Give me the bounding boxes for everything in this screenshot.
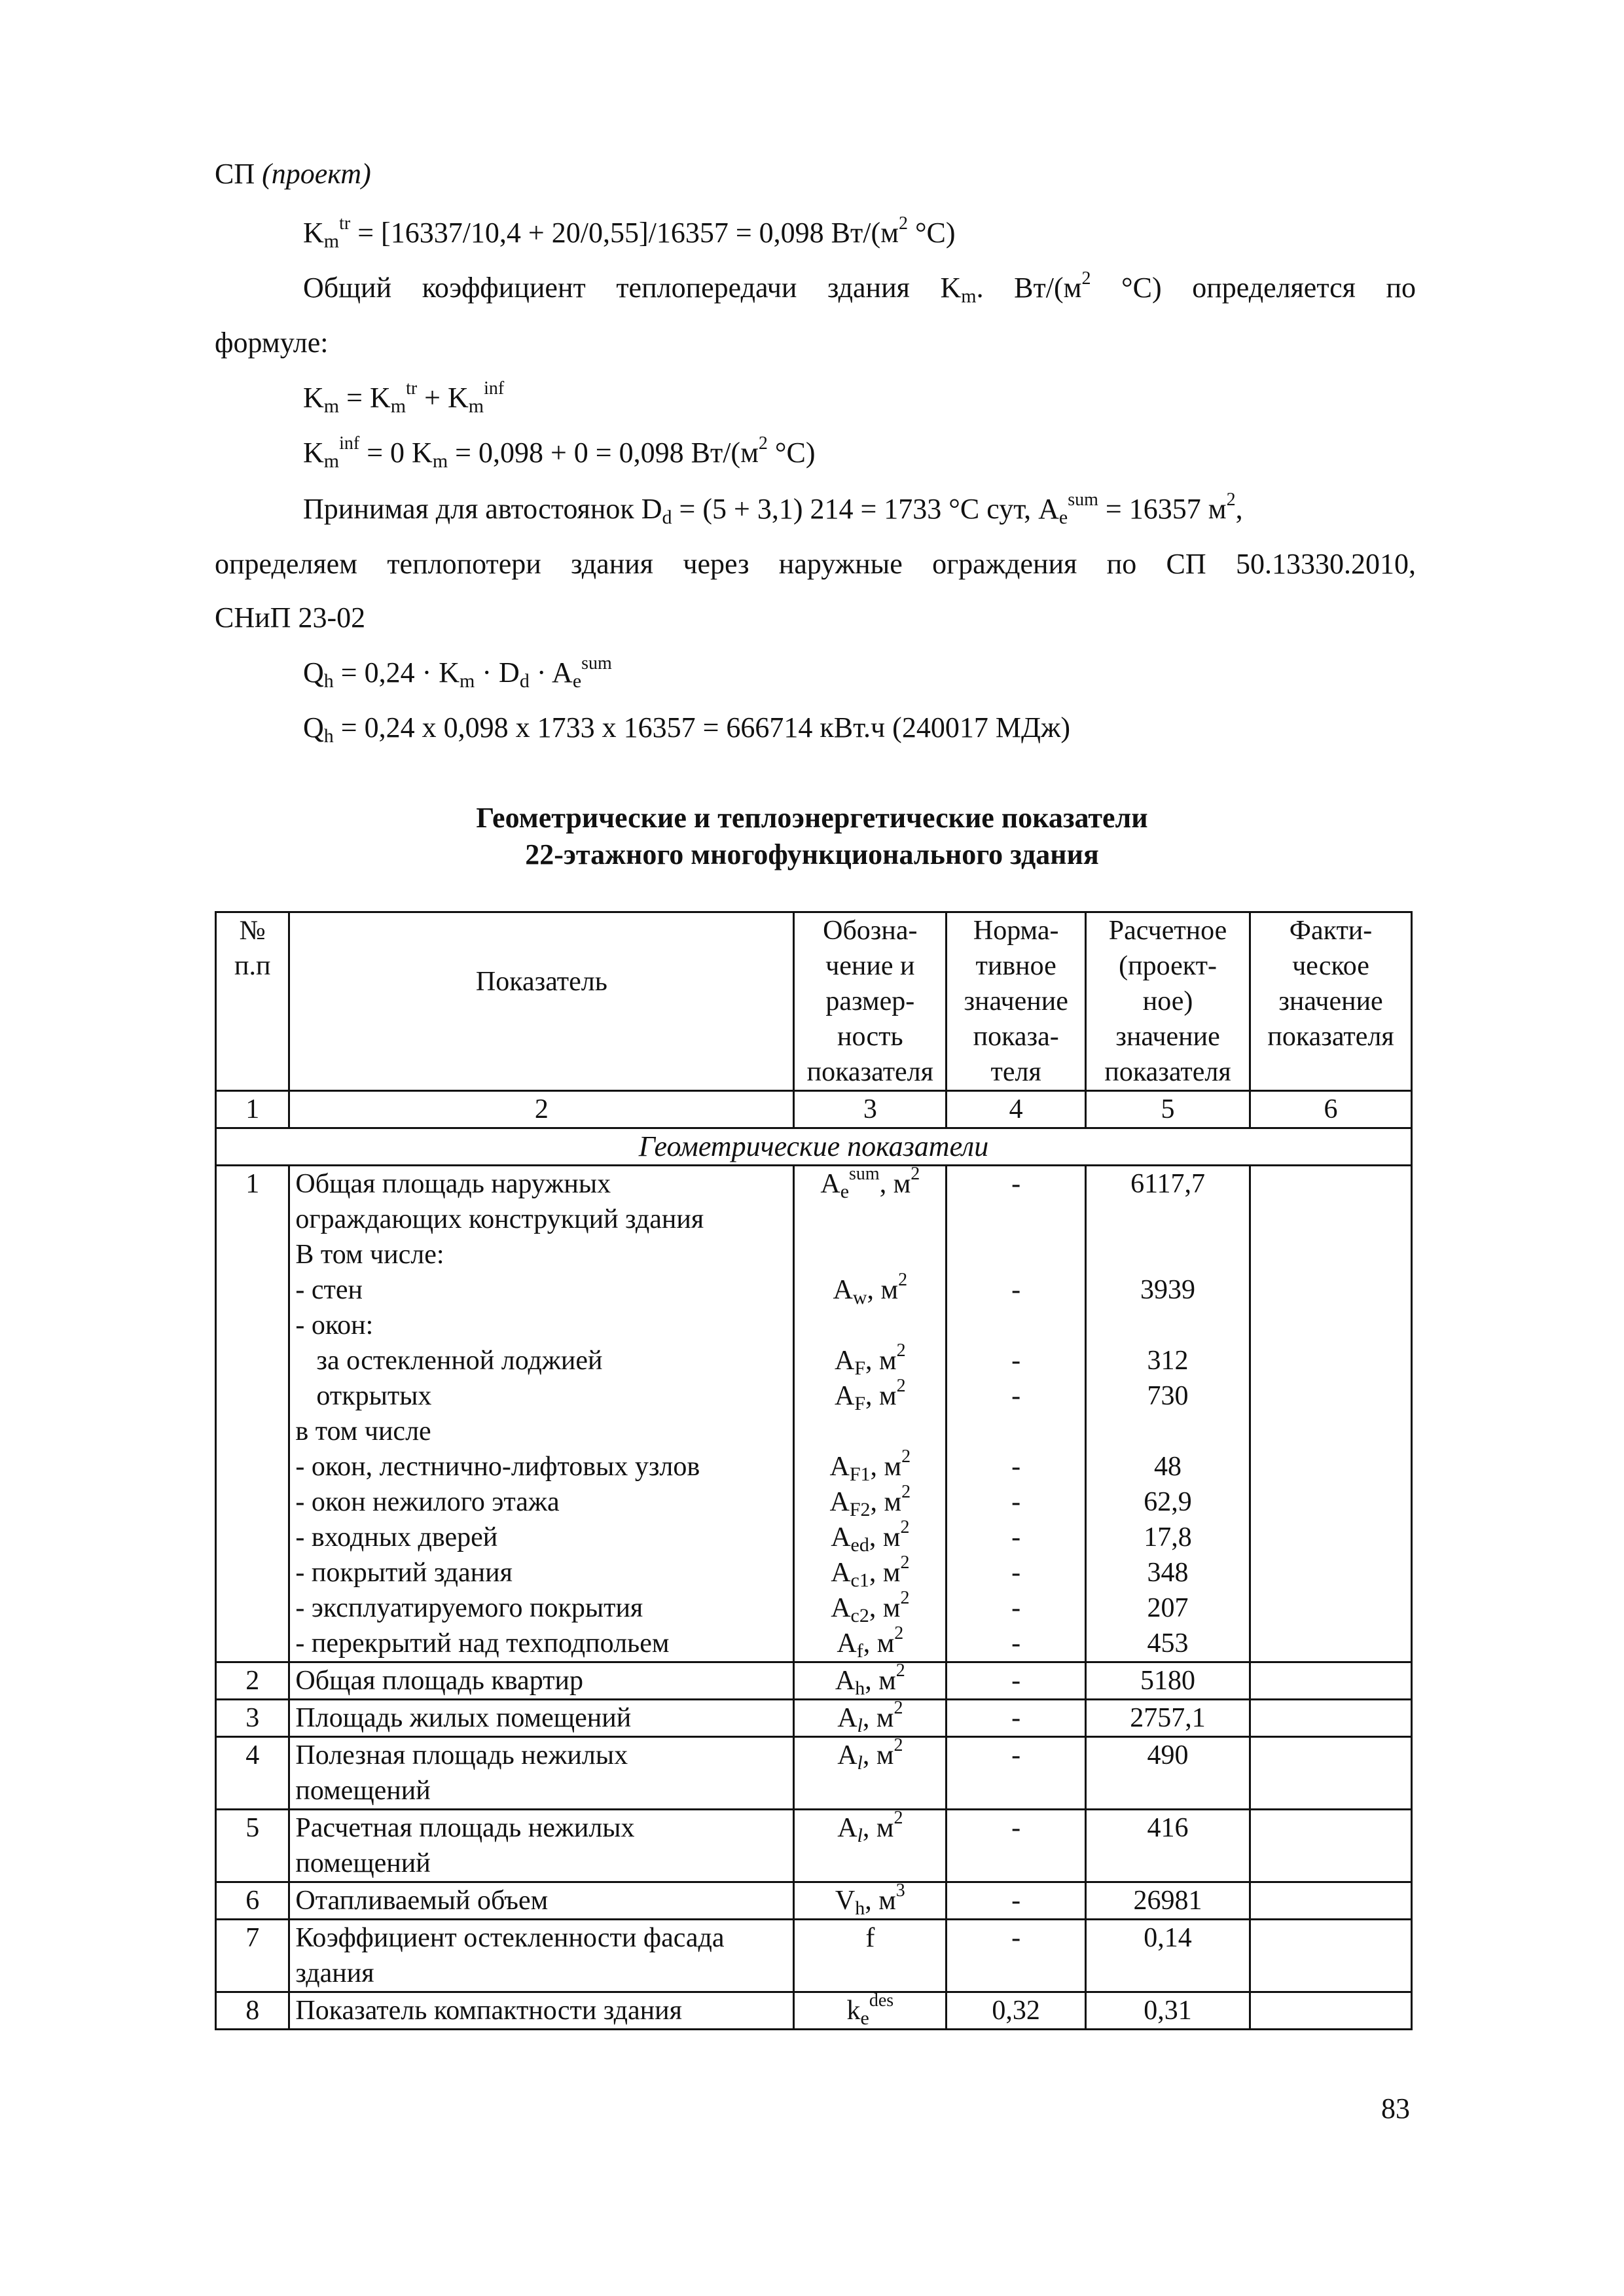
header-number: № п.п xyxy=(216,912,289,1091)
row-normative-cell: - xyxy=(947,1882,1086,1920)
row-symbol-cell xyxy=(794,1166,947,1662)
indicator-line: В том числе: xyxy=(295,1240,444,1270)
row-symbol-cell xyxy=(794,1920,947,1992)
calculated-value: 62,9 xyxy=(1144,1487,1192,1517)
row-number: 1 xyxy=(216,1166,289,1662)
formula-km-tr: $K_m^{tr} = [16337/10,4 + 20/0,55]/16357 = 0,098$ $Вт/(м^2$ °С) xyxy=(303,213,956,252)
row-normative-cell: - xyxy=(947,1737,1086,1810)
indicator-line: - перекрытий над техподпольем xyxy=(295,1628,670,1659)
row-actual-cell xyxy=(1250,1882,1412,1920)
designation: $A_l$, $м^2$ xyxy=(837,1735,903,1774)
column-number: 6 xyxy=(1250,1091,1412,1128)
section-title: Геометрические показатели xyxy=(216,1128,1412,1166)
indicator-line: - входных дверей xyxy=(295,1522,498,1552)
designation: $A_F$, $м^2$ xyxy=(835,1376,906,1414)
row-symbol-cell xyxy=(794,1992,947,2030)
normative-value xyxy=(952,1202,1079,1237)
designation: $A_{F2}$, $м^2$ xyxy=(829,1482,911,1520)
column-number: 5 xyxy=(1086,1091,1250,1128)
normative-value: - xyxy=(1011,1275,1021,1305)
row-indicator-cell xyxy=(289,1992,794,2030)
formula-qh-value: $Q_h = 0,24$ х 0,098 х 1733 х 16357 = 666714 кВт.ч (240017 МДж) xyxy=(303,711,1071,747)
row-calculated-cell: 5180 xyxy=(1086,1662,1250,1700)
designation: $A_{F1}$, $м^2$ xyxy=(829,1446,911,1485)
paragraph-parking-line1: Принимая для автостоянок $D_d = (5 + 3,1) 214 = 1733$ °С сут, $A_e^{sum} = 16357$ $м^2$, xyxy=(303,490,1243,528)
row-calculated-cell: 490 xyxy=(1086,1737,1250,1810)
paragraph-parking-line3: СНиП 23-02 xyxy=(215,601,366,634)
row-calculated-cell: 416 xyxy=(1086,1810,1250,1882)
row-number: 2 xyxy=(216,1662,289,1700)
calculated-value: 207 xyxy=(1147,1593,1189,1623)
calculated-value xyxy=(1092,1202,1244,1237)
indicator-line: открытых xyxy=(316,1381,432,1411)
header-indicator: Показатель xyxy=(289,912,794,1091)
indicator-line: - окон, лестнично-лифтовых узлов xyxy=(295,1452,700,1482)
row-actual-cell xyxy=(1250,1166,1412,1662)
row-calculated-cell: 2757,1 xyxy=(1086,1700,1250,1737)
row-number: 4 xyxy=(216,1737,289,1810)
heading-sp-project xyxy=(215,156,371,192)
row-normative-cell: 0,32 xyxy=(947,1992,1086,2030)
row-symbol-cell xyxy=(794,1810,947,1882)
row-indicator-cell xyxy=(289,1882,794,1920)
normative-value: - xyxy=(1011,1452,1021,1482)
row-actual-cell xyxy=(1250,1700,1412,1737)
calculated-value: 312 xyxy=(1147,1346,1189,1376)
designation: $A_f$, $м^2$ xyxy=(837,1623,904,1662)
normative-value: - xyxy=(1011,1558,1021,1588)
indicator-line: - покрытий здания xyxy=(295,1558,513,1588)
row-actual-cell xyxy=(1250,1662,1412,1700)
row-calculated-cell: 0,31 xyxy=(1086,1992,1250,2030)
indicator-line: в том числе xyxy=(295,1416,431,1446)
normative-value xyxy=(952,1414,1079,1449)
row-indicator-cell xyxy=(289,1737,794,1810)
calculated-value: 17,8 xyxy=(1144,1522,1192,1552)
designation xyxy=(795,1308,945,1343)
calculated-value: 453 xyxy=(1147,1628,1189,1659)
table-row xyxy=(216,1920,1412,1992)
row-indicator-cell xyxy=(289,1700,794,1737)
row-number: 5 xyxy=(216,1810,289,1882)
normative-value: - xyxy=(1011,1522,1021,1552)
table-row xyxy=(216,1737,1412,1810)
indicator-line: помещений xyxy=(295,1848,431,1878)
column-number-row xyxy=(216,1091,1412,1128)
formula-km-inf: $K_m^{inf} = 0$ $K_m = 0,098 + 0 = 0,098$ $Вт/(м^2$ °С) xyxy=(303,433,816,472)
calculated-value xyxy=(1092,1237,1244,1272)
row-actual-cell xyxy=(1250,1810,1412,1882)
indicator-line: за остекленной лоджией xyxy=(316,1346,603,1376)
indicator-line: Показатель компактности здания xyxy=(295,1996,682,2026)
row-actual-cell xyxy=(1250,1992,1412,2030)
calculated-value: 6117,7 xyxy=(1130,1169,1206,1199)
row-calculated-cell xyxy=(1086,1166,1250,1662)
indicator-line: - окон: xyxy=(295,1310,374,1340)
table-row xyxy=(216,1166,1412,1662)
table-row xyxy=(216,1992,1412,2030)
table-header-row xyxy=(216,912,1412,1091)
page-number: 83 xyxy=(1381,2092,1410,2125)
normative-value: - xyxy=(1011,1346,1021,1376)
header-actual: Факти- ческое значение показателя xyxy=(1250,912,1412,1091)
row-symbol-cell xyxy=(794,1700,947,1737)
designation: $A_{ed}$, $м^2$ xyxy=(831,1517,910,1556)
normative-value: - xyxy=(1011,1169,1021,1199)
designation xyxy=(795,1202,945,1237)
calculated-value: 348 xyxy=(1147,1558,1189,1588)
sp-label: СП xyxy=(215,158,255,190)
row-symbol-cell xyxy=(794,1662,947,1700)
indicators-table xyxy=(215,911,1413,2030)
formula-qh: $Q_h = 0,24 \cdot K_m \cdot D_d \cdot A_e^{sum}$ xyxy=(303,653,612,692)
column-number: 2 xyxy=(289,1091,794,1128)
indicator-line: ограждающих конструкций здания xyxy=(295,1204,704,1234)
section-row xyxy=(216,1128,1412,1166)
row-symbol-cell xyxy=(794,1737,947,1810)
designation: $A_F$, $м^2$ xyxy=(835,1340,906,1379)
project-label: (проект) xyxy=(262,158,371,190)
indicator-line: Площадь жилых помещений xyxy=(295,1703,632,1733)
row-calculated-cell: 26981 xyxy=(1086,1882,1250,1920)
normative-value: - xyxy=(1011,1487,1021,1517)
table-row xyxy=(216,1700,1412,1737)
row-indicator-cell xyxy=(289,1166,794,1662)
paragraph-general-coefficient: Общий коэффициент теплопередачи здания $K_m$. $Вт/(м^2$ °С) определяется по xyxy=(303,268,1416,307)
designation: $A_h$, $м^2$ xyxy=(835,1660,905,1699)
indicator-line: - эксплуатируемого покрытия xyxy=(295,1593,643,1623)
calculated-value xyxy=(1092,1414,1244,1449)
normative-value xyxy=(952,1308,1079,1343)
row-normative-cell: - xyxy=(947,1920,1086,1992)
paragraph-formula-label: формуле: xyxy=(215,327,329,359)
indicator-line: Расчетная площадь нежилых xyxy=(295,1813,635,1843)
row-calculated-cell: 0,14 xyxy=(1086,1920,1250,1992)
calculated-value xyxy=(1092,1308,1244,1343)
row-normative-cell: - xyxy=(947,1700,1086,1737)
table-row xyxy=(216,1810,1412,1882)
column-number: 1 xyxy=(216,1091,289,1128)
column-number: 4 xyxy=(947,1091,1086,1128)
formula-km: $K_m = K_m^{tr} + K_m^{inf}$ xyxy=(303,378,505,417)
designation: $A_w$, $м^2$ xyxy=(833,1270,908,1308)
table-row xyxy=(216,1662,1412,1700)
normative-value: - xyxy=(1011,1381,1021,1411)
normative-value xyxy=(952,1237,1079,1272)
row-number: 7 xyxy=(216,1920,289,1992)
row-symbol-cell xyxy=(794,1882,947,1920)
row-normative-cell: - xyxy=(947,1810,1086,1882)
indicator-line: Общая площадь квартир xyxy=(295,1666,583,1696)
column-number: 3 xyxy=(794,1091,947,1128)
designation: $V_h$, $м^3$ xyxy=(835,1880,905,1919)
designation: $A_l$, $м^2$ xyxy=(837,1808,903,1846)
row-normative-cell: - xyxy=(947,1662,1086,1700)
indicator-line: здания xyxy=(295,1958,374,1988)
indicator-line: - стен xyxy=(295,1275,363,1305)
table-title-line1: Геометрические и теплоэнергетические показатели xyxy=(476,802,1148,834)
row-number: 3 xyxy=(216,1700,289,1737)
table-title-line2: 22-этажного многофункционального здания xyxy=(525,838,1099,870)
designation: $k_e^{des}$ xyxy=(846,1990,894,2029)
designation: $A_{c1}$, $м^2$ xyxy=(831,1552,910,1591)
table-body xyxy=(216,1662,1412,2030)
table-row xyxy=(216,1882,1412,1920)
normative-value: - xyxy=(1011,1628,1021,1659)
normative-value: - xyxy=(1011,1593,1021,1623)
indicator-line: помещений xyxy=(295,1776,431,1806)
header-normative: Норма- тивное значение показа- теля xyxy=(947,912,1086,1091)
indicator-line: Коэффициент остекленности фасада xyxy=(295,1923,725,1953)
indicator-line: Общая площадь наружных xyxy=(295,1169,611,1199)
designation: $A_e^{sum}$, $м^2$ xyxy=(820,1164,920,1202)
designation: $A_{c2}$, $м^2$ xyxy=(831,1588,910,1626)
row-indicator-cell xyxy=(289,1810,794,1882)
indicator-line: - окон нежилого этажа xyxy=(295,1487,560,1517)
indicator-line: Полезная площадь нежилых xyxy=(295,1740,628,1770)
designation xyxy=(795,1237,945,1272)
header-designation: Обозна- чение и размер- ность показателя xyxy=(794,912,947,1091)
row-actual-cell xyxy=(1250,1737,1412,1810)
indicator-line: Отапливаемый объем xyxy=(295,1886,549,1916)
row-indicator-cell xyxy=(289,1920,794,1992)
row-indicator-cell xyxy=(289,1662,794,1700)
calculated-value: 730 xyxy=(1147,1381,1189,1411)
paragraph-parking-line2: определяем теплопотери здания через наружные ограждения по СП 50.13330.2010, xyxy=(215,548,1416,580)
header-calculated: Расчетное (проект- ное) значение показателя xyxy=(1086,912,1250,1091)
row-number: 6 xyxy=(216,1882,289,1920)
row-number: 8 xyxy=(216,1992,289,2030)
designation xyxy=(795,1414,945,1449)
calculated-value: 3939 xyxy=(1140,1275,1196,1305)
calculated-value: 48 xyxy=(1154,1452,1182,1482)
row-actual-cell xyxy=(1250,1920,1412,1992)
designation: f xyxy=(865,1923,875,1953)
designation: $A_l$, $м^2$ xyxy=(837,1698,903,1736)
row-normative-cell xyxy=(947,1166,1086,1662)
